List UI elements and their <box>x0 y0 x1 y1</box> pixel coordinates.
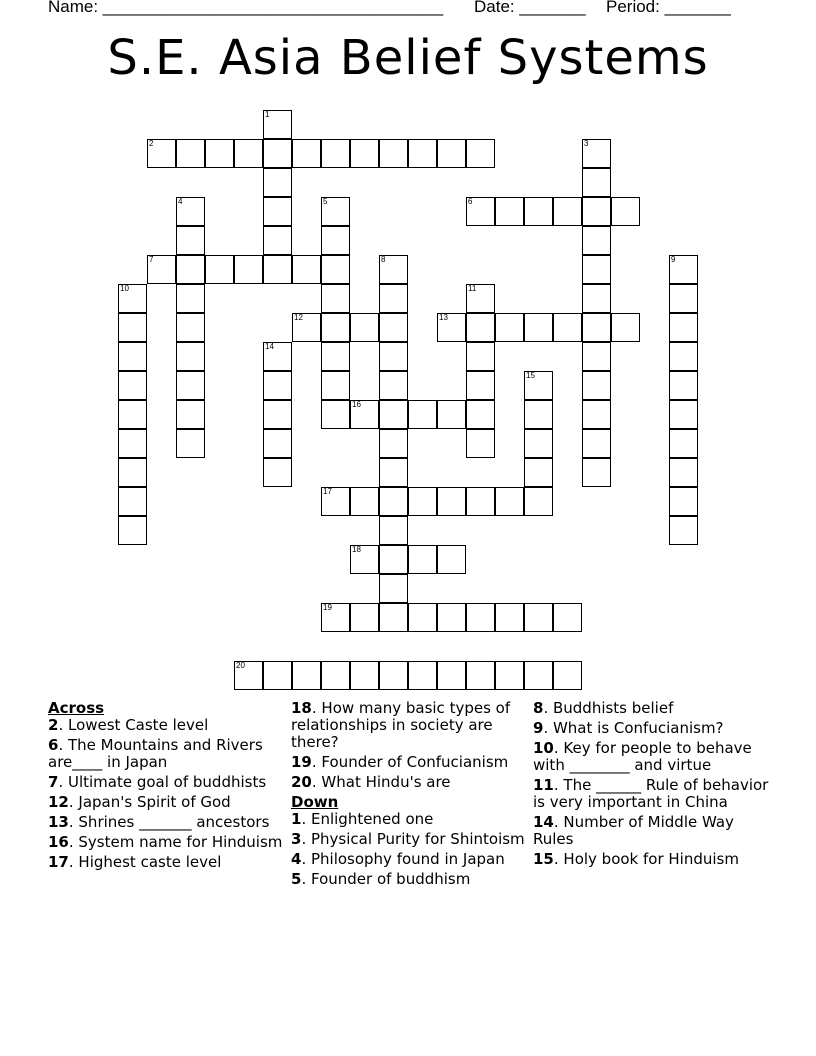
across-clue: 12. Japan's Spirit of God <box>48 793 231 811</box>
grid-cell[interactable] <box>263 400 292 429</box>
down-clue: 1. Enlightened one <box>291 810 434 828</box>
grid-cell[interactable] <box>582 226 611 255</box>
grid-cell[interactable] <box>379 400 408 429</box>
grid-cell[interactable] <box>350 661 379 690</box>
clue-number: 13 <box>439 313 448 322</box>
clues-column-3 <box>533 700 773 871</box>
grid-cell[interactable] <box>582 429 611 458</box>
grid-cell[interactable] <box>379 545 408 574</box>
grid-cell[interactable] <box>379 371 408 400</box>
grid-cell[interactable] <box>379 516 408 545</box>
grid-cell[interactable] <box>466 661 495 690</box>
grid-cell[interactable] <box>321 255 350 284</box>
down-clue: 4. Philosophy found in Japan <box>291 850 505 868</box>
grid-cell[interactable] <box>466 487 495 516</box>
grid-cell[interactable] <box>263 661 292 690</box>
grid-cell[interactable] <box>669 255 698 284</box>
grid-cell[interactable] <box>669 284 698 313</box>
grid-cell[interactable] <box>379 255 408 284</box>
clue-number: 3 <box>584 139 589 148</box>
grid-cell[interactable] <box>582 458 611 487</box>
across-clue: 19. Founder of Confucianism <box>291 753 509 771</box>
grid-cell[interactable] <box>437 545 466 574</box>
grid-cell[interactable] <box>176 284 205 313</box>
grid-cell[interactable] <box>176 313 205 342</box>
grid-cell[interactable] <box>350 400 379 429</box>
grid-cell[interactable] <box>495 313 524 342</box>
grid-cell[interactable] <box>408 661 437 690</box>
grid-cell[interactable] <box>379 487 408 516</box>
grid-cell[interactable] <box>263 168 292 197</box>
grid-cell[interactable] <box>263 255 292 284</box>
grid-cell[interactable] <box>176 342 205 371</box>
grid-cell[interactable] <box>408 400 437 429</box>
grid-cell[interactable] <box>524 603 553 632</box>
grid-cell[interactable] <box>321 197 350 226</box>
grid-cell[interactable] <box>582 255 611 284</box>
grid-cell[interactable] <box>495 197 524 226</box>
name-field[interactable]: Name: ____________________________________ <box>48 0 444 16</box>
clues-column-1 <box>48 700 288 874</box>
grid-cell[interactable] <box>379 342 408 371</box>
clue-number: 4 <box>178 197 183 206</box>
grid-cell[interactable] <box>669 371 698 400</box>
grid-cell[interactable] <box>350 313 379 342</box>
grid-cell[interactable] <box>176 139 205 168</box>
grid-cell[interactable] <box>118 458 147 487</box>
down-heading: Down <box>291 793 339 811</box>
down-clue: 9. What is Confucianism? <box>533 719 724 737</box>
across-clue: 16. System name for Hinduism <box>48 833 283 851</box>
down-clue: 14. Number of Middle Way Rules <box>533 813 734 848</box>
grid-cell[interactable] <box>176 400 205 429</box>
clue-number: 12 <box>294 313 303 322</box>
grid-cell[interactable] <box>147 139 176 168</box>
grid-cell[interactable] <box>350 139 379 168</box>
grid-cell[interactable] <box>379 603 408 632</box>
grid-cell[interactable] <box>350 603 379 632</box>
grid-cell[interactable] <box>263 226 292 255</box>
grid-cell[interactable] <box>495 661 524 690</box>
grid-cell[interactable] <box>205 255 234 284</box>
clue-number: 14 <box>265 342 274 351</box>
grid-cell[interactable] <box>553 197 582 226</box>
grid-cell[interactable] <box>118 487 147 516</box>
grid-cell[interactable] <box>466 342 495 371</box>
clue-number: 7 <box>149 255 154 264</box>
down-clue: 10. Key for people to behave with ________ and virtue <box>533 739 752 774</box>
grid-cell[interactable] <box>524 313 553 342</box>
clue-number: 6 <box>468 197 473 206</box>
grid-cell[interactable] <box>263 110 292 139</box>
grid-cell[interactable] <box>321 487 350 516</box>
grid-cell[interactable] <box>263 371 292 400</box>
grid-cell[interactable] <box>669 458 698 487</box>
grid-cell[interactable] <box>524 458 553 487</box>
grid-cell[interactable] <box>321 284 350 313</box>
grid-cell[interactable] <box>466 429 495 458</box>
grid-cell[interactable] <box>408 603 437 632</box>
grid-cell[interactable] <box>379 574 408 603</box>
clue-number: 20 <box>236 661 245 670</box>
grid-cell[interactable] <box>466 139 495 168</box>
grid-cell[interactable] <box>379 139 408 168</box>
grid-cell[interactable] <box>408 487 437 516</box>
grid-cell[interactable] <box>176 255 205 284</box>
grid-cell[interactable] <box>176 226 205 255</box>
grid-cell[interactable] <box>524 197 553 226</box>
grid-cell[interactable] <box>350 545 379 574</box>
down-clue: 8. Buddhists belief <box>533 699 674 717</box>
grid-cell[interactable] <box>321 603 350 632</box>
grid-cell[interactable] <box>321 400 350 429</box>
grid-cell[interactable] <box>437 603 466 632</box>
grid-cell[interactable] <box>669 313 698 342</box>
grid-cell[interactable] <box>263 197 292 226</box>
grid-cell[interactable] <box>118 313 147 342</box>
grid-cell[interactable] <box>437 139 466 168</box>
grid-cell[interactable] <box>176 197 205 226</box>
grid-cell[interactable] <box>263 342 292 371</box>
period-field[interactable]: Period: _______ <box>606 0 731 16</box>
grid-cell[interactable] <box>263 139 292 168</box>
grid-cell[interactable] <box>466 197 495 226</box>
grid-cell[interactable] <box>669 516 698 545</box>
grid-cell[interactable] <box>553 661 582 690</box>
grid-cell[interactable] <box>147 255 176 284</box>
grid-cell[interactable] <box>466 603 495 632</box>
grid-cell[interactable] <box>524 400 553 429</box>
down-clue: 15. Holy book for Hinduism <box>533 850 739 868</box>
grid-cell[interactable] <box>553 313 582 342</box>
page-title: S.E. Asia Belief Systems <box>107 30 709 86</box>
grid-cell[interactable] <box>582 284 611 313</box>
grid-cell[interactable] <box>292 139 321 168</box>
grid-cell[interactable] <box>437 661 466 690</box>
grid-cell[interactable] <box>437 400 466 429</box>
grid-cell[interactable] <box>669 400 698 429</box>
grid-cell[interactable] <box>176 429 205 458</box>
grid-cell[interactable] <box>582 371 611 400</box>
down-clue: 5. Founder of buddhism <box>291 870 471 888</box>
grid-cell[interactable] <box>292 661 321 690</box>
grid-cell[interactable] <box>408 545 437 574</box>
down-clue: 11. The ______ Rule of behavior is very important in China <box>533 776 769 811</box>
across-clue: 18. How many basic types of relationships in society are there? <box>291 699 511 751</box>
grid-cell[interactable] <box>379 284 408 313</box>
grid-cell[interactable] <box>553 603 582 632</box>
down-clue: 3. Physical Purity for Shintoism <box>291 830 525 848</box>
grid-cell[interactable] <box>321 139 350 168</box>
across-clue: 2. Lowest Caste level <box>48 716 209 734</box>
grid-cell[interactable] <box>118 371 147 400</box>
across-clue: 7. Ultimate goal of buddhists <box>48 773 267 791</box>
across-clue: 20. What Hindu's are <box>291 773 451 791</box>
grid-cell[interactable] <box>524 487 553 516</box>
clue-number: 5 <box>323 197 328 206</box>
grid-cell[interactable] <box>118 342 147 371</box>
across-clue: 17. Highest caste level <box>48 853 222 871</box>
clue-number: 11 <box>468 284 477 293</box>
clue-number: 10 <box>120 284 129 293</box>
grid-cell[interactable] <box>669 429 698 458</box>
grid-cell[interactable] <box>437 487 466 516</box>
grid-cell[interactable] <box>234 139 263 168</box>
clue-number: 16 <box>352 400 361 409</box>
clue-number: 1 <box>265 110 270 119</box>
grid-cell[interactable] <box>582 400 611 429</box>
grid-cell[interactable] <box>466 371 495 400</box>
grid-cell[interactable] <box>582 342 611 371</box>
grid-cell[interactable] <box>321 226 350 255</box>
date-field[interactable]: Date: _______ <box>474 0 586 16</box>
grid-cell[interactable] <box>292 255 321 284</box>
grid-cell[interactable] <box>669 487 698 516</box>
across-clue: 6. The Mountains and Rivers are____ in Japan <box>48 736 263 771</box>
grid-cell[interactable] <box>321 661 350 690</box>
clue-number: 18 <box>352 545 361 554</box>
across-heading: Across <box>48 699 105 717</box>
grid-cell[interactable] <box>379 429 408 458</box>
grid-cell[interactable] <box>524 661 553 690</box>
grid-cell[interactable] <box>292 313 321 342</box>
grid-cell[interactable] <box>466 400 495 429</box>
grid-cell[interactable] <box>350 487 379 516</box>
grid-cell[interactable] <box>582 139 611 168</box>
grid-cell[interactable] <box>176 371 205 400</box>
grid-cell[interactable] <box>495 487 524 516</box>
grid-cell[interactable] <box>118 284 147 313</box>
grid-cell[interactable] <box>466 284 495 313</box>
grid-cell[interactable] <box>234 661 263 690</box>
grid-cell[interactable] <box>669 342 698 371</box>
grid-cell[interactable] <box>321 313 350 342</box>
clues-column-2 <box>291 700 531 891</box>
grid-cell[interactable] <box>437 313 466 342</box>
clue-number: 2 <box>149 139 154 148</box>
grid-cell[interactable] <box>205 139 234 168</box>
clue-number: 19 <box>323 603 332 612</box>
grid-cell[interactable] <box>321 371 350 400</box>
grid-cell[interactable] <box>611 313 640 342</box>
across-clue: 13. Shrines _______ ancestors <box>48 813 270 831</box>
grid-cell[interactable] <box>379 661 408 690</box>
grid-cell[interactable] <box>466 313 495 342</box>
grid-cell[interactable] <box>495 603 524 632</box>
grid-cell[interactable] <box>582 313 611 342</box>
grid-cell[interactable] <box>263 429 292 458</box>
clue-number: 9 <box>671 255 676 264</box>
grid-cell[interactable] <box>379 458 408 487</box>
clue-number: 8 <box>381 255 386 264</box>
grid-cell[interactable] <box>524 429 553 458</box>
grid-cell[interactable] <box>118 400 147 429</box>
grid-cell[interactable] <box>321 342 350 371</box>
grid-cell[interactable] <box>379 313 408 342</box>
grid-cell[interactable] <box>118 429 147 458</box>
grid-cell[interactable] <box>524 371 553 400</box>
clue-number: 15 <box>526 371 535 380</box>
clue-number: 17 <box>323 487 332 496</box>
grid-cell[interactable] <box>234 255 263 284</box>
grid-cell[interactable] <box>408 139 437 168</box>
grid-cell[interactable] <box>611 197 640 226</box>
grid-cell[interactable] <box>582 168 611 197</box>
grid-cell[interactable] <box>263 458 292 487</box>
grid-cell[interactable] <box>118 516 147 545</box>
grid-cell[interactable] <box>582 197 611 226</box>
